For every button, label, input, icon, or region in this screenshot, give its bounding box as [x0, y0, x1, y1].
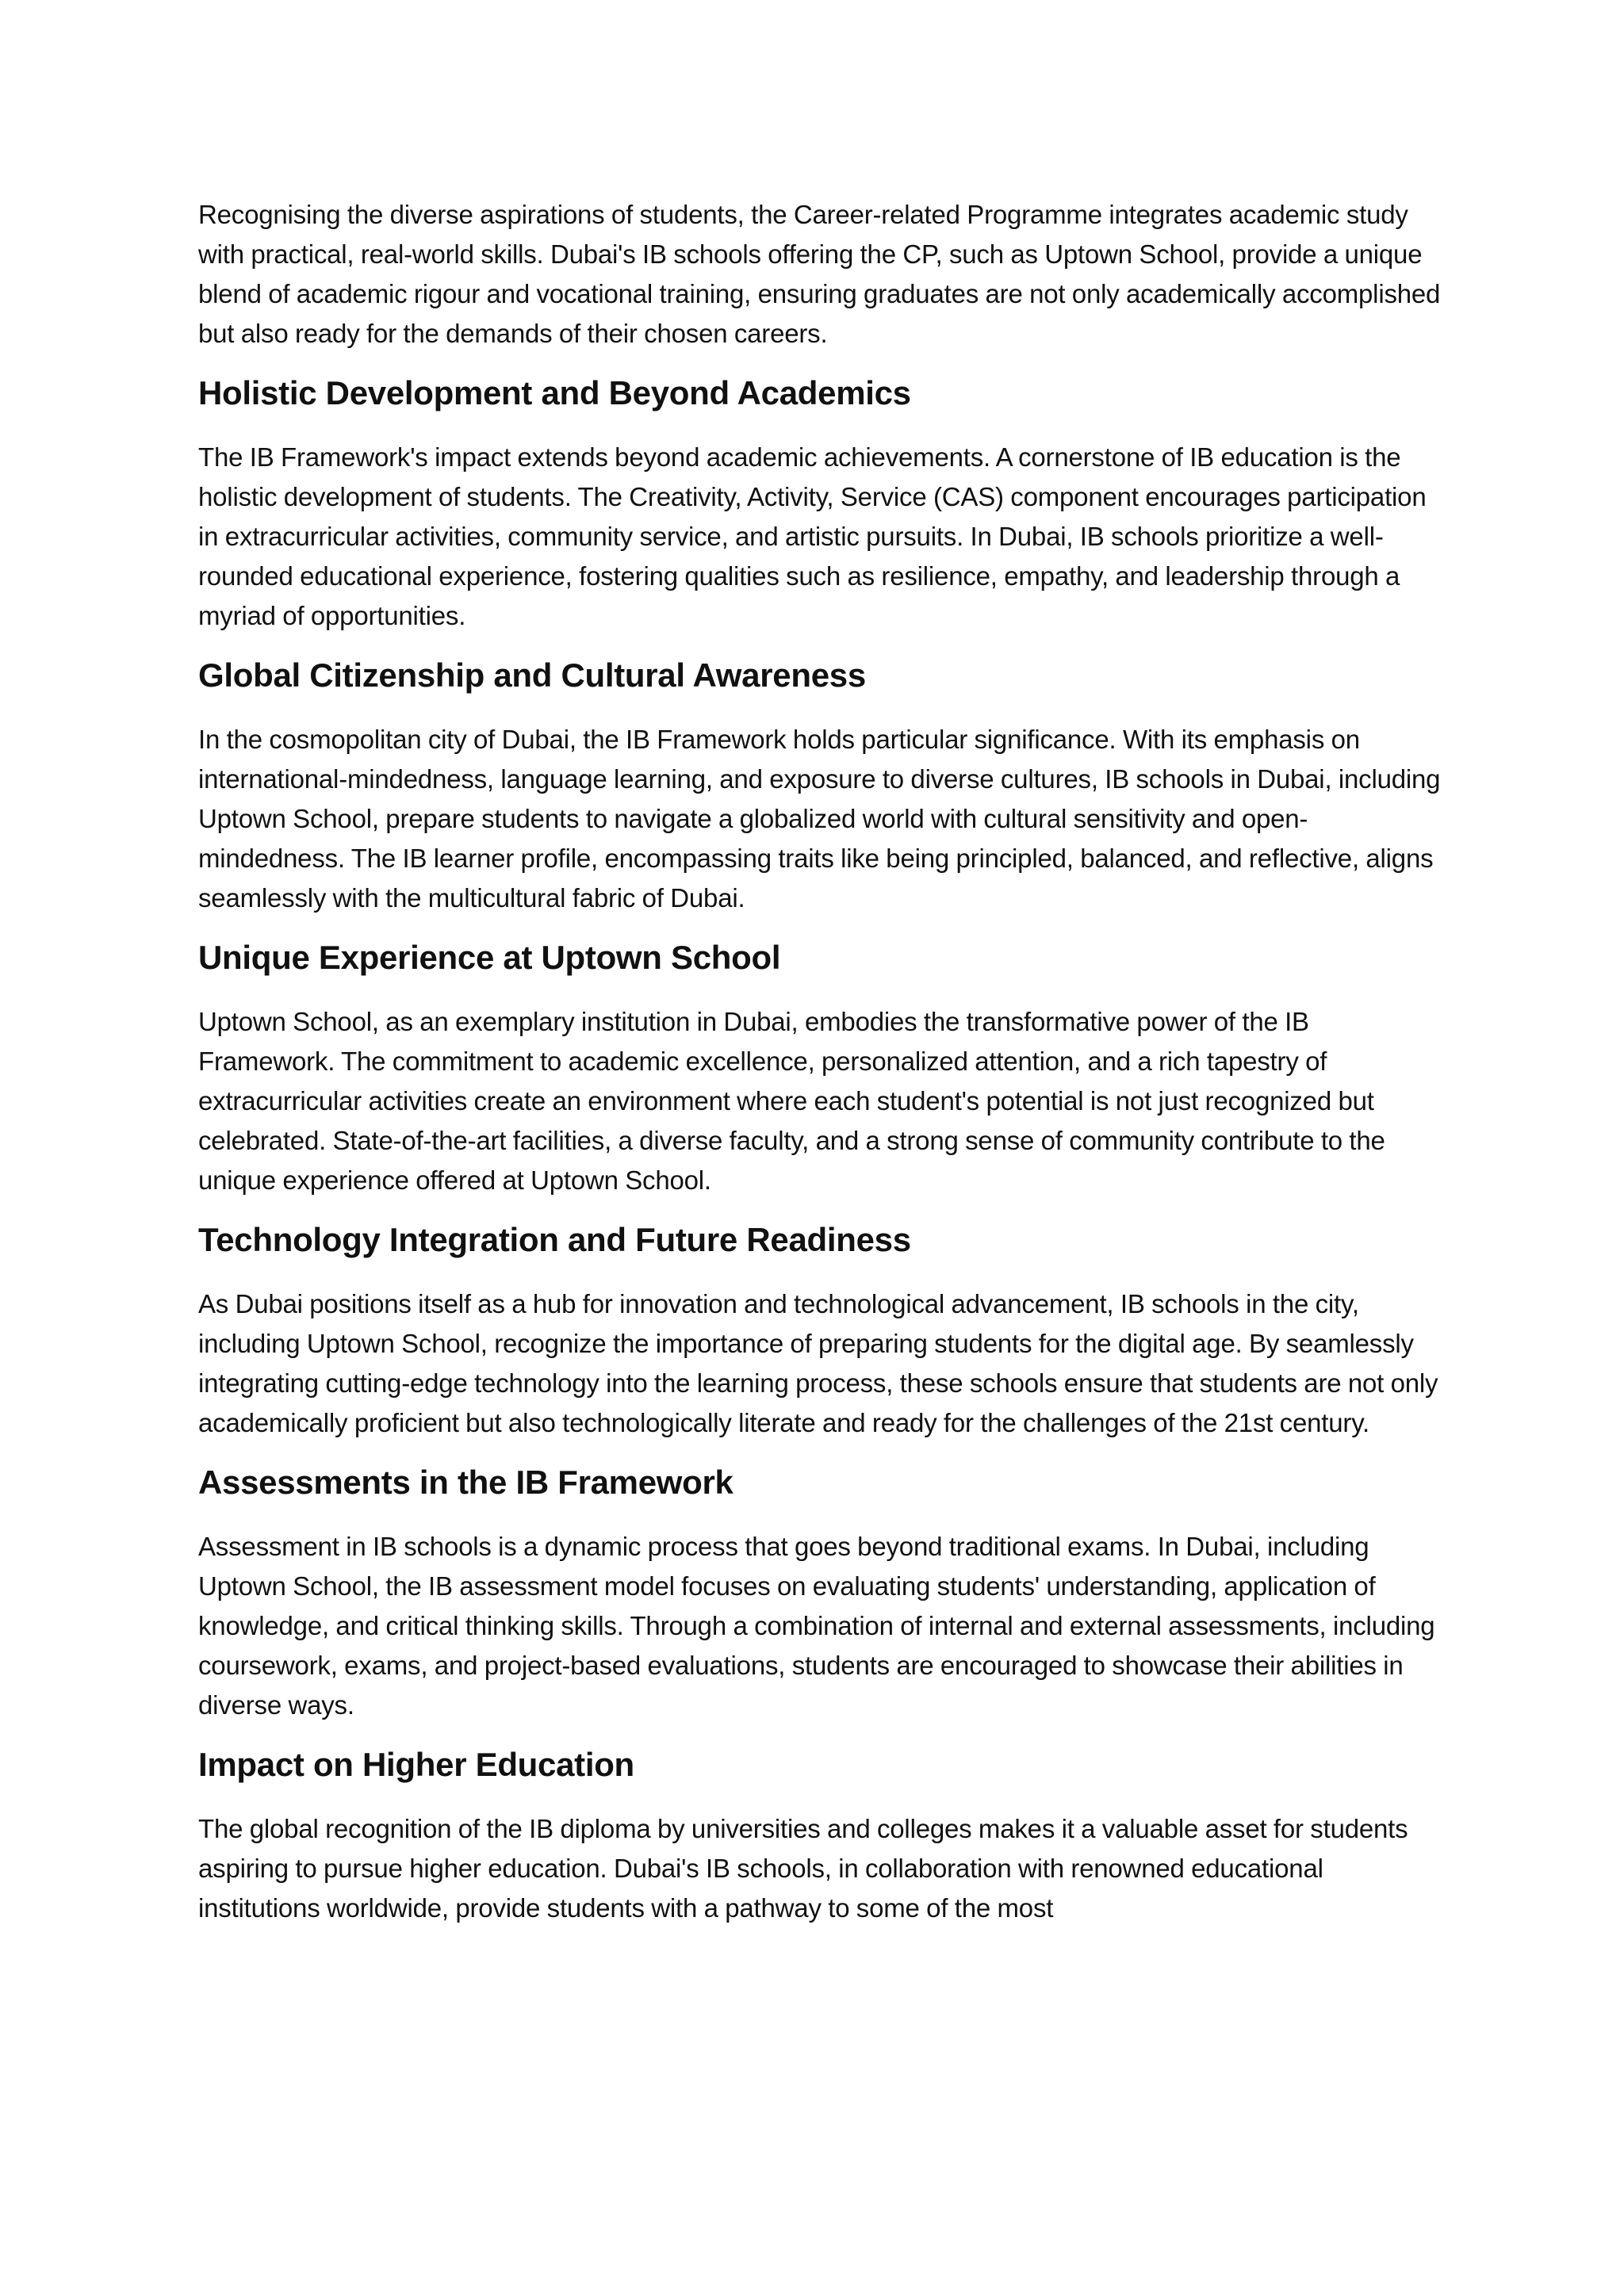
document-page [198, 195, 1451, 1928]
section-heading: Impact on Higher Education [198, 1746, 634, 1783]
section-paragraph: Uptown School, as an exemplary institution in Dubai, embodies the transformative power of the IB Framework. The commitment to academic excellence, personalized attention, and a rich tapestry of extracurricular activities create an environment where each student's potential is not just recognized but celebrated. State-of-the-art facilities, a diverse faculty, and a strong sense of community contribute to the unique experience offered at Uptown School. [198, 1007, 1385, 1195]
section-paragraph: In the cosmopolitan city of Dubai, the IB Framework holds particular significance. With its emphasis on international-mindedness, language learning, and exposure to diverse cultures, IB schools in Dubai, including Uptown School, prepare students to navigate a globalized world with cultural sensitivity and open-mindedness. The IB learner profile, encompassing traits like being principled, balanced, and reflective, aligns seamlessly with the multicultural fabric of Dubai. [198, 725, 1441, 913]
section-global-citizenship [198, 655, 1451, 918]
section-heading: Technology Integration and Future Readiness [198, 1221, 911, 1258]
intro-paragraph: Recognising the diverse aspirations of students, the Career-related Programme integrates academic study with practical, real-world skills. Dubai's IB schools offering the CP, such as Uptown School, provide a unique blend of academic rigour and vocational training, ensuring graduates are not only academically accomplished but also ready for the demands of their chosen careers. [198, 200, 1441, 348]
section-heading: Global Citizenship and Cultural Awareness [198, 656, 866, 694]
section-holistic-development [198, 373, 1451, 636]
section-assessments [198, 1462, 1451, 1725]
section-paragraph: As Dubai positions itself as a hub for innovation and technological advancement, IB schools in the city, including Uptown School, recognize the importance of preparing students for the digital age. By seamlessly integrating cutting-edge technology into the learning process, these schools ensure that students are not only academically proficient but also technologically literate and ready for the challenges of the 21st century. [198, 1289, 1438, 1437]
section-unique-experience [198, 937, 1451, 1200]
section-paragraph: The global recognition of the IB diploma by universities and colleges makes it a valuable asset for students aspiring to pursue higher education. Dubai's IB schools, in collaboration with renowned educational institutions worldwide, provide students with a pathway to some of the most [198, 1814, 1408, 1923]
section-paragraph: Assessment in IB schools is a dynamic process that goes beyond traditional exams. In Dubai, including Uptown School, the IB assessment model focuses on evaluating students' understanding, application of knowledge, and critical thinking skills. Through a combination of internal and external assessments, including coursework, exams, and project-based evaluations, students are encouraged to showcase their abilities in diverse ways. [198, 1532, 1435, 1720]
section-heading: Holistic Development and Beyond Academics [198, 374, 911, 411]
section-heading: Assessments in the IB Framework [198, 1464, 733, 1501]
section-higher-education [198, 1744, 1451, 1928]
section-paragraph: The IB Framework's impact extends beyond academic achievements. A cornerstone of IB education is the holistic development of students. The Creativity, Activity, Service (CAS) component encourages participation in extracurricular activities, community service, and artistic pursuits. In Dubai, IB schools prioritize a well-rounded educational experience, fostering qualities such as resilience, empathy, and leadership through a myriad of opportunities. [198, 442, 1427, 630]
section-technology-integration [198, 1219, 1451, 1443]
section-heading: Unique Experience at Uptown School [198, 939, 781, 976]
